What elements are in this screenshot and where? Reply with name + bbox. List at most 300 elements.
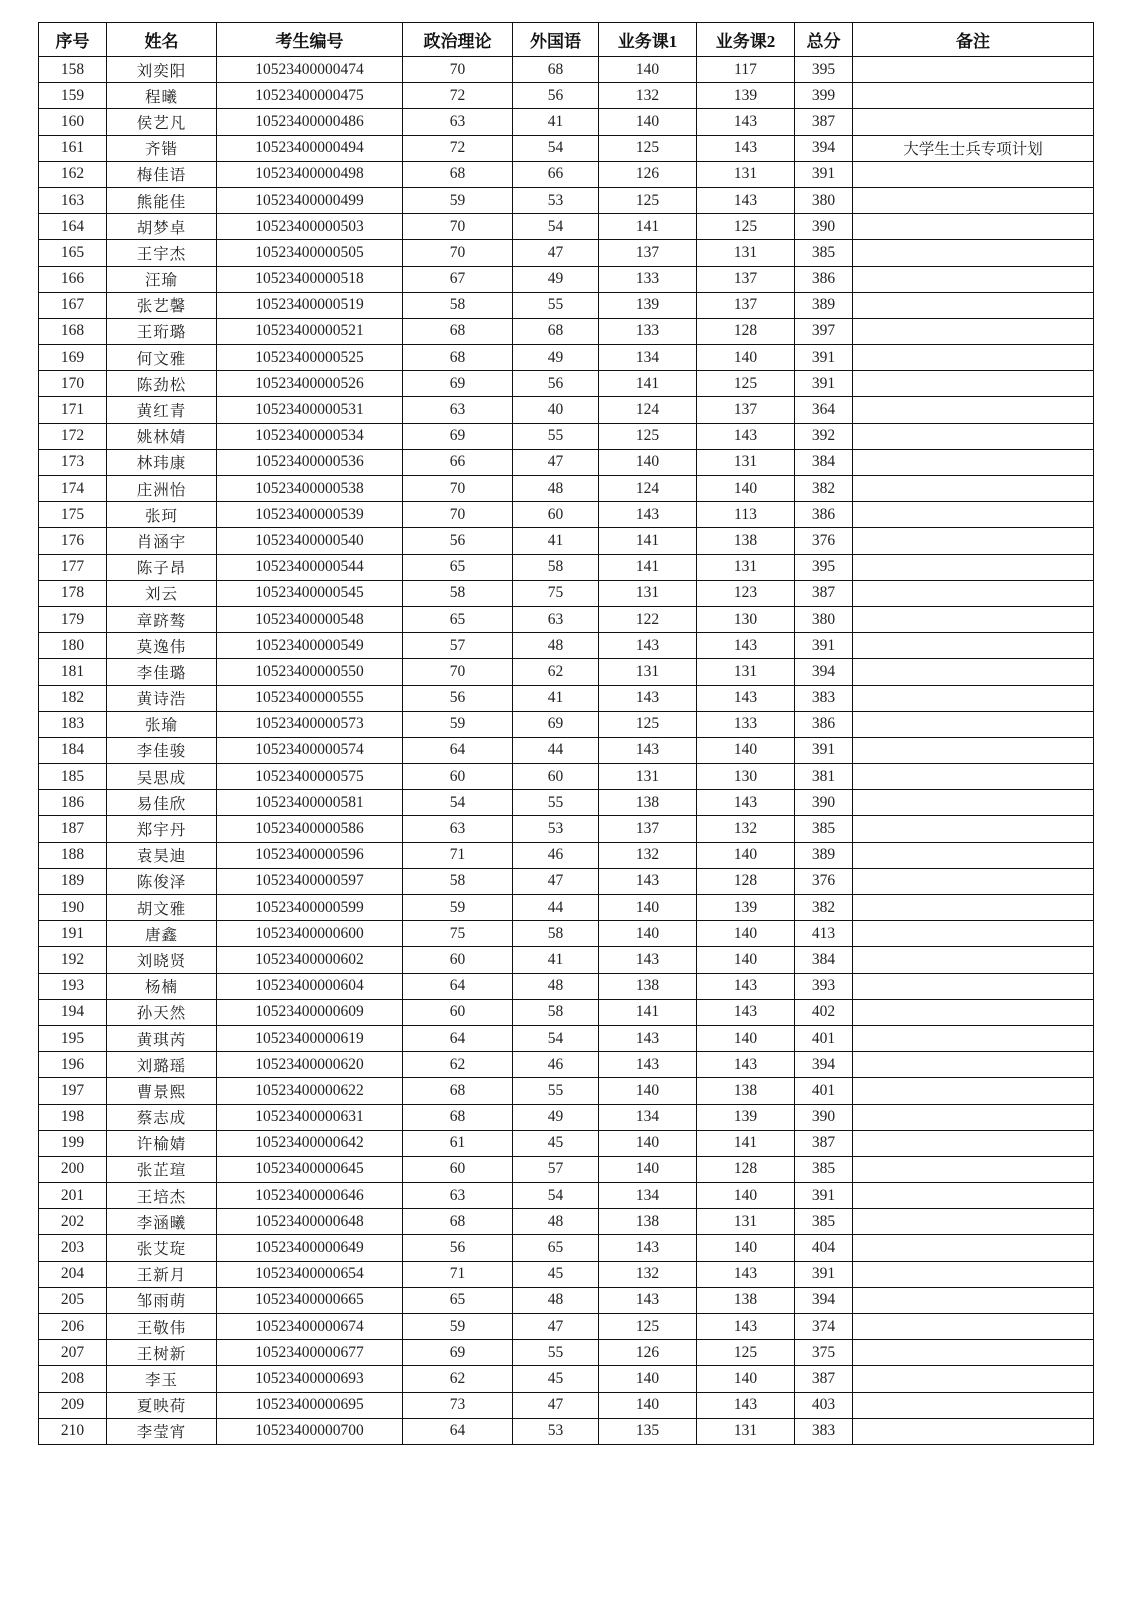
cell-course2: 138 [697,1078,795,1104]
cell-foreign-language: 68 [513,57,599,83]
cell-remark [853,1156,1094,1182]
cell-no: 167 [39,292,107,318]
cell-total: 391 [795,371,853,397]
cell-total: 391 [795,633,853,659]
cell-remark [853,1052,1094,1078]
cell-total: 390 [795,790,853,816]
table-row [39,1209,1094,1235]
cell-candidate-id: 10523400000555 [217,685,403,711]
cell-remark [853,240,1094,266]
cell-course2: 138 [697,1287,795,1313]
cell-total: 413 [795,921,853,947]
cell-course2: 128 [697,1156,795,1182]
cell-total: 395 [795,57,853,83]
cell-no: 185 [39,764,107,790]
cell-foreign-language: 58 [513,999,599,1025]
cell-name: 李佳璐 [107,659,217,685]
cell-total: 385 [795,816,853,842]
cell-no: 163 [39,187,107,213]
table-row [39,1052,1094,1078]
cell-remark [853,1418,1094,1444]
cell-politics: 70 [403,214,513,240]
cell-foreign-language: 60 [513,502,599,528]
cell-politics: 66 [403,449,513,475]
cell-course1: 137 [599,240,697,266]
cell-no: 182 [39,685,107,711]
cell-course2: 143 [697,135,795,161]
cell-no: 198 [39,1104,107,1130]
cell-course1: 141 [599,554,697,580]
table-row [39,1130,1094,1156]
table-row [39,397,1094,423]
cell-politics: 70 [403,476,513,502]
cell-politics: 60 [403,999,513,1025]
cell-name: 袁昊迪 [107,842,217,868]
cell-course2: 138 [697,528,795,554]
cell-total: 393 [795,973,853,999]
cell-no: 209 [39,1392,107,1418]
table-row [39,1366,1094,1392]
cell-no: 159 [39,83,107,109]
cell-politics: 61 [403,1130,513,1156]
cell-no: 186 [39,790,107,816]
table-row [39,790,1094,816]
column-header-politics: 政治理论 [403,23,513,57]
cell-no: 196 [39,1052,107,1078]
cell-name: 易佳欣 [107,790,217,816]
cell-candidate-id: 10523400000503 [217,214,403,240]
cell-course2: 133 [697,711,795,737]
cell-course1: 124 [599,476,697,502]
cell-no: 176 [39,528,107,554]
cell-no: 179 [39,606,107,632]
cell-course1: 131 [599,580,697,606]
cell-candidate-id: 10523400000600 [217,921,403,947]
cell-total: 380 [795,606,853,632]
cell-foreign-language: 57 [513,1156,599,1182]
cell-course2: 117 [697,57,795,83]
cell-candidate-id: 10523400000544 [217,554,403,580]
table-row [39,1392,1094,1418]
cell-name: 杨楠 [107,973,217,999]
cell-politics: 57 [403,633,513,659]
table-row [39,423,1094,449]
cell-foreign-language: 47 [513,1314,599,1340]
cell-candidate-id: 10523400000538 [217,476,403,502]
cell-foreign-language: 55 [513,1340,599,1366]
cell-course2: 143 [697,1261,795,1287]
cell-foreign-language: 58 [513,921,599,947]
cell-remark [853,842,1094,868]
cell-name: 王宇杰 [107,240,217,266]
cell-course1: 125 [599,135,697,161]
cell-name: 王新月 [107,1261,217,1287]
table-row [39,1235,1094,1261]
cell-foreign-language: 54 [513,1183,599,1209]
cell-name: 程曦 [107,83,217,109]
cell-name: 曹景熙 [107,1078,217,1104]
cell-name: 章跻骜 [107,606,217,632]
cell-total: 387 [795,580,853,606]
cell-politics: 56 [403,1235,513,1261]
cell-no: 169 [39,345,107,371]
cell-course2: 131 [697,240,795,266]
column-header-candidate-id: 考生编号 [217,23,403,57]
cell-candidate-id: 10523400000494 [217,135,403,161]
cell-remark [853,214,1094,240]
cell-course2: 131 [697,161,795,187]
cell-total: 376 [795,868,853,894]
cell-remark [853,1261,1094,1287]
cell-name: 王敬伟 [107,1314,217,1340]
table-row [39,711,1094,737]
table-row [39,868,1094,894]
cell-course1: 133 [599,318,697,344]
cell-politics: 75 [403,921,513,947]
cell-total: 403 [795,1392,853,1418]
column-header-remark: 备注 [853,23,1094,57]
cell-course1: 140 [599,1156,697,1182]
cell-politics: 70 [403,240,513,266]
cell-total: 394 [795,1287,853,1313]
cell-no: 210 [39,1418,107,1444]
table-row [39,57,1094,83]
cell-no: 207 [39,1340,107,1366]
cell-name: 肖涵宇 [107,528,217,554]
cell-no: 161 [39,135,107,161]
cell-foreign-language: 63 [513,606,599,632]
cell-no: 160 [39,109,107,135]
cell-foreign-language: 48 [513,476,599,502]
cell-candidate-id: 10523400000631 [217,1104,403,1130]
cell-total: 387 [795,109,853,135]
table-row [39,1183,1094,1209]
column-header-course2: 业务课2 [697,23,795,57]
cell-course1: 125 [599,187,697,213]
cell-candidate-id: 10523400000548 [217,606,403,632]
cell-course2: 143 [697,973,795,999]
cell-politics: 56 [403,685,513,711]
cell-total: 386 [795,502,853,528]
cell-course2: 140 [697,476,795,502]
cell-politics: 64 [403,973,513,999]
cell-candidate-id: 10523400000581 [217,790,403,816]
cell-candidate-id: 10523400000534 [217,423,403,449]
cell-course2: 143 [697,790,795,816]
cell-politics: 58 [403,868,513,894]
cell-no: 192 [39,947,107,973]
cell-politics: 58 [403,292,513,318]
cell-course1: 134 [599,1183,697,1209]
cell-name: 李莹宵 [107,1418,217,1444]
score-table-header [39,23,1094,57]
cell-politics: 68 [403,345,513,371]
cell-no: 194 [39,999,107,1025]
cell-total: 376 [795,528,853,554]
cell-politics: 70 [403,57,513,83]
cell-remark [853,895,1094,921]
cell-course2: 140 [697,1183,795,1209]
cell-candidate-id: 10523400000531 [217,397,403,423]
cell-total: 390 [795,214,853,240]
cell-course1: 143 [599,633,697,659]
cell-name: 刘云 [107,580,217,606]
cell-remark [853,1025,1094,1051]
cell-course2: 125 [697,1340,795,1366]
cell-remark [853,1130,1094,1156]
cell-course1: 140 [599,895,697,921]
cell-foreign-language: 46 [513,842,599,868]
cell-foreign-language: 41 [513,685,599,711]
cell-course1: 140 [599,1130,697,1156]
cell-name: 陈子昂 [107,554,217,580]
cell-course1: 138 [599,790,697,816]
cell-foreign-language: 58 [513,554,599,580]
cell-course2: 130 [697,764,795,790]
table-row [39,371,1094,397]
cell-total: 391 [795,1183,853,1209]
table-row [39,214,1094,240]
cell-course2: 140 [697,1025,795,1051]
cell-course1: 141 [599,371,697,397]
cell-remark [853,921,1094,947]
cell-remark [853,109,1094,135]
cell-name: 汪瑜 [107,266,217,292]
cell-no: 164 [39,214,107,240]
cell-no: 172 [39,423,107,449]
cell-name: 林玮康 [107,449,217,475]
cell-course2: 143 [697,685,795,711]
cell-course1: 124 [599,397,697,423]
cell-remark [853,659,1094,685]
cell-course2: 131 [697,1418,795,1444]
cell-remark [853,292,1094,318]
column-header-name: 姓名 [107,23,217,57]
table-row [39,1025,1094,1051]
cell-foreign-language: 49 [513,266,599,292]
cell-name: 胡梦卓 [107,214,217,240]
cell-candidate-id: 10523400000654 [217,1261,403,1287]
cell-total: 402 [795,999,853,1025]
cell-candidate-id: 10523400000677 [217,1340,403,1366]
cell-remark [853,476,1094,502]
cell-no: 165 [39,240,107,266]
cell-foreign-language: 54 [513,135,599,161]
cell-remark [853,345,1094,371]
cell-remark [853,554,1094,580]
cell-name: 张芷瑄 [107,1156,217,1182]
cell-candidate-id: 10523400000474 [217,57,403,83]
cell-total: 387 [795,1366,853,1392]
cell-total: 394 [795,659,853,685]
cell-politics: 68 [403,1104,513,1130]
cell-no: 188 [39,842,107,868]
cell-name: 庄洲怡 [107,476,217,502]
cell-total: 391 [795,345,853,371]
cell-no: 199 [39,1130,107,1156]
cell-politics: 69 [403,423,513,449]
score-table-body [39,57,1094,1445]
cell-politics: 54 [403,790,513,816]
cell-foreign-language: 68 [513,318,599,344]
cell-no: 202 [39,1209,107,1235]
cell-foreign-language: 41 [513,109,599,135]
table-row [39,240,1094,266]
cell-total: 384 [795,947,853,973]
cell-course1: 125 [599,423,697,449]
cell-foreign-language: 40 [513,397,599,423]
table-row [39,764,1094,790]
cell-course2: 131 [697,659,795,685]
cell-foreign-language: 55 [513,790,599,816]
cell-foreign-language: 75 [513,580,599,606]
cell-name: 陈劲松 [107,371,217,397]
table-row [39,187,1094,213]
cell-name: 刘奕阳 [107,57,217,83]
cell-remark [853,947,1094,973]
cell-candidate-id: 10523400000586 [217,816,403,842]
cell-total: 382 [795,895,853,921]
cell-course2: 140 [697,737,795,763]
cell-remark [853,83,1094,109]
cell-name: 黄琪芮 [107,1025,217,1051]
cell-course2: 143 [697,187,795,213]
cell-course1: 143 [599,685,697,711]
cell-total: 364 [795,397,853,423]
cell-course1: 140 [599,109,697,135]
cell-total: 381 [795,764,853,790]
cell-no: 187 [39,816,107,842]
table-row [39,318,1094,344]
cell-course2: 143 [697,109,795,135]
cell-total: 382 [795,476,853,502]
cell-course2: 139 [697,1104,795,1130]
cell-foreign-language: 41 [513,947,599,973]
cell-foreign-language: 66 [513,161,599,187]
cell-candidate-id: 10523400000526 [217,371,403,397]
cell-course2: 137 [697,266,795,292]
cell-name: 王珩璐 [107,318,217,344]
cell-total: 385 [795,1209,853,1235]
cell-total: 387 [795,1130,853,1156]
cell-remark [853,790,1094,816]
cell-foreign-language: 60 [513,764,599,790]
cell-course1: 139 [599,292,697,318]
cell-remark [853,57,1094,83]
cell-remark [853,161,1094,187]
cell-total: 389 [795,292,853,318]
cell-remark [853,1314,1094,1340]
cell-total: 394 [795,1052,853,1078]
cell-no: 158 [39,57,107,83]
cell-candidate-id: 10523400000505 [217,240,403,266]
cell-no: 189 [39,868,107,894]
cell-total: 385 [795,240,853,266]
cell-remark [853,449,1094,475]
cell-candidate-id: 10523400000642 [217,1130,403,1156]
cell-candidate-id: 10523400000549 [217,633,403,659]
cell-course1: 125 [599,1314,697,1340]
cell-remark [853,973,1094,999]
cell-course1: 140 [599,1078,697,1104]
cell-course1: 134 [599,345,697,371]
table-row [39,999,1094,1025]
cell-foreign-language: 48 [513,1209,599,1235]
table-row [39,292,1094,318]
table-row [39,921,1094,947]
cell-candidate-id: 10523400000620 [217,1052,403,1078]
column-header-no: 序号 [39,23,107,57]
cell-name: 邹雨萌 [107,1287,217,1313]
table-row [39,947,1094,973]
cell-remark [853,528,1094,554]
cell-no: 197 [39,1078,107,1104]
cell-no: 168 [39,318,107,344]
cell-remark [853,1104,1094,1130]
cell-remark [853,1340,1094,1366]
cell-candidate-id: 10523400000602 [217,947,403,973]
cell-name: 何文雅 [107,345,217,371]
cell-remark [853,606,1094,632]
cell-politics: 64 [403,1025,513,1051]
cell-no: 201 [39,1183,107,1209]
cell-remark [853,1235,1094,1261]
cell-politics: 70 [403,659,513,685]
cell-politics: 60 [403,764,513,790]
cell-course2: 125 [697,214,795,240]
cell-remark [853,397,1094,423]
table-row [39,842,1094,868]
cell-total: 385 [795,1156,853,1182]
cell-name: 刘璐瑶 [107,1052,217,1078]
cell-course1: 134 [599,1104,697,1130]
cell-remark [853,266,1094,292]
cell-course2: 113 [697,502,795,528]
cell-no: 206 [39,1314,107,1340]
header-row [39,23,1094,57]
cell-candidate-id: 10523400000498 [217,161,403,187]
cell-course2: 143 [697,1052,795,1078]
cell-total: 374 [795,1314,853,1340]
cell-course1: 140 [599,449,697,475]
table-row [39,816,1094,842]
cell-course1: 138 [599,1209,697,1235]
cell-course2: 128 [697,868,795,894]
cell-course2: 140 [697,947,795,973]
cell-candidate-id: 10523400000545 [217,580,403,606]
cell-name: 吴思成 [107,764,217,790]
cell-total: 392 [795,423,853,449]
cell-name: 张瑜 [107,711,217,737]
cell-foreign-language: 54 [513,214,599,240]
cell-total: 383 [795,685,853,711]
table-row [39,685,1094,711]
cell-remark [853,999,1094,1025]
cell-no: 170 [39,371,107,397]
cell-course2: 137 [697,292,795,318]
cell-no: 177 [39,554,107,580]
table-row [39,973,1094,999]
cell-remark [853,502,1094,528]
cell-candidate-id: 10523400000574 [217,737,403,763]
cell-politics: 58 [403,580,513,606]
cell-course2: 130 [697,606,795,632]
cell-foreign-language: 53 [513,1418,599,1444]
table-row [39,1104,1094,1130]
cell-course2: 143 [697,1392,795,1418]
cell-foreign-language: 53 [513,187,599,213]
table-row [39,83,1094,109]
